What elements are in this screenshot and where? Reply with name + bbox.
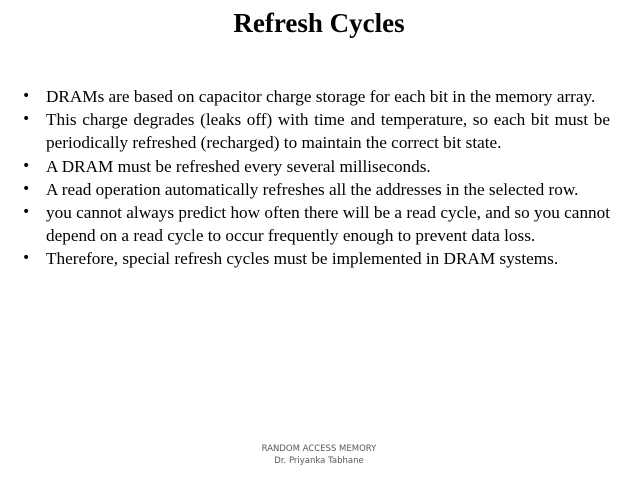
bullet-icon: •	[22, 180, 31, 197]
bullet-text: This charge degrades (leaks off) with time and temperature, so each bit must be periodically refreshed (recharged) to maintain the correct bit state.	[46, 110, 610, 153]
bullet-list	[22, 85, 610, 271]
bullet-icon: •	[22, 157, 31, 174]
footer-author: Dr. Priyanka Tabhane	[274, 456, 364, 466]
bullet-item	[22, 155, 610, 178]
bullet-text: you cannot always predict how often there will be a read cycle, and so you cannot depend on a read cycle to occur frequently enough to prevent data loss.	[46, 203, 610, 246]
bullet-item	[22, 108, 610, 154]
bullet-item	[22, 178, 610, 201]
bullet-text: A DRAM must be refreshed every several milliseconds.	[46, 156, 431, 176]
bullet-item	[22, 201, 610, 247]
bullet-icon: •	[22, 204, 31, 221]
bullet-icon: •	[22, 111, 31, 128]
bullet-icon: •	[22, 88, 31, 104]
bullet-item	[22, 247, 610, 270]
footer-topic: RANDOM ACCESS MEMORY	[261, 444, 377, 454]
bullet-text: Therefore, special refresh cycles must be implemented in DRAM systems.	[46, 249, 559, 269]
slide-footer	[0, 443, 638, 467]
bullet-icon: •	[22, 250, 31, 267]
bullet-item	[22, 85, 610, 108]
bullet-text: A read operation automatically refreshes all the addresses in the selected row.	[46, 179, 579, 199]
slide-title: Refresh Cycles	[233, 8, 405, 38]
bullet-text: DRAMs are based on capacitor charge storage for each bit in the memory array.	[46, 87, 596, 106]
